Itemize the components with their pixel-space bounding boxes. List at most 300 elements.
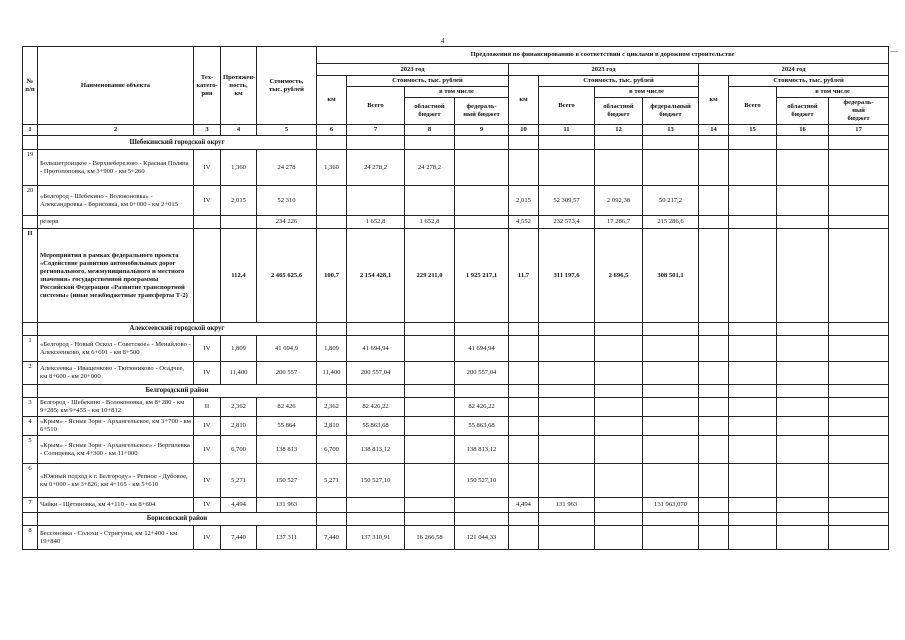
regional-2023b	[595, 336, 643, 362]
regional-2024	[777, 464, 829, 498]
regional-2023b	[595, 398, 643, 417]
header-incl-1: в том числе	[405, 87, 509, 98]
section-blank	[777, 385, 829, 398]
section-blank	[317, 136, 347, 150]
km-2024	[699, 229, 729, 323]
total-2023a: 24 278,2	[347, 150, 405, 186]
km-2023a	[317, 216, 347, 229]
table-row	[23, 150, 889, 186]
row-number: 5	[23, 436, 38, 464]
km-2024	[699, 417, 729, 436]
header-incl-3: в том числе	[777, 87, 889, 98]
total-2023b	[539, 398, 595, 417]
regional-2023b	[595, 498, 643, 513]
header-cost-3: Стоимость, тыс. рублей	[729, 76, 889, 87]
federal-2023b	[643, 436, 699, 464]
table-row	[23, 398, 889, 417]
federal-2023a	[455, 186, 509, 216]
header-federal-3: федераль- ный бюджет	[829, 98, 889, 125]
federal-2024	[829, 336, 889, 362]
section-blank	[455, 136, 509, 150]
section-blank	[777, 513, 829, 526]
km-2024	[699, 526, 729, 550]
km-2023a: 1,360	[317, 150, 347, 186]
object-name: резерв	[38, 216, 194, 229]
regional-2023b	[595, 362, 643, 385]
object-name: «Крым» - Ясные Зори - Архангельское, км 3+700 - км 6+510	[38, 417, 194, 436]
cost: 234 226	[257, 216, 317, 229]
federal-2024	[829, 398, 889, 417]
regional-2023b: 2 696,5	[595, 229, 643, 323]
section-blank	[509, 323, 539, 336]
section-row	[23, 513, 889, 526]
row-number: 1	[23, 336, 38, 362]
section-blank	[595, 513, 643, 526]
section-blank	[729, 513, 777, 526]
total-2024	[729, 398, 777, 417]
section-title: Борисовский район	[38, 513, 317, 526]
section-title: Шебекинский городской округ	[38, 136, 317, 150]
table-row	[23, 229, 889, 323]
km-2023b	[509, 362, 539, 385]
federal-2023a: 55 863,68	[455, 417, 509, 436]
federal-2023b: 215 286,6	[643, 216, 699, 229]
total-2024	[729, 417, 777, 436]
table-row	[23, 186, 889, 216]
column-number: 7	[347, 125, 405, 136]
km-2024	[699, 498, 729, 513]
total-2023b: 232 573,4	[539, 216, 595, 229]
regional-2024	[777, 398, 829, 417]
regional-2023b	[595, 436, 643, 464]
km-2024	[699, 398, 729, 417]
column-number-row	[23, 125, 889, 136]
total-2024	[729, 498, 777, 513]
header-incl-2: в том числе	[595, 87, 699, 98]
regional-2024	[777, 229, 829, 323]
km-2024	[699, 216, 729, 229]
regional-2023b: 2 092,38	[595, 186, 643, 216]
km-2023b	[509, 398, 539, 417]
column-number: 14	[699, 125, 729, 136]
column-number: 3	[194, 125, 221, 136]
total-2023a: 1 652,8	[347, 216, 405, 229]
federal-2024	[829, 417, 889, 436]
km-2023a: 2,810	[317, 417, 347, 436]
header-km-1: км	[317, 76, 347, 125]
section-blank	[699, 323, 729, 336]
length: 4,494	[221, 498, 257, 513]
total-2023a: 137 310,91	[347, 526, 405, 550]
header-year-3: 2024 год	[699, 64, 889, 76]
federal-2023a: 1 925 217,1	[455, 229, 509, 323]
cost: 131 963	[257, 498, 317, 513]
km-2023a: 5,271	[317, 464, 347, 498]
federal-2023b	[643, 362, 699, 385]
section-blank	[643, 513, 699, 526]
section-title: Белгородский район	[38, 385, 317, 398]
length: 1,809	[221, 336, 257, 362]
total-2023b	[539, 417, 595, 436]
section-blank	[23, 513, 38, 526]
category: IV	[194, 362, 221, 385]
federal-2023a: 150 527,10	[455, 464, 509, 498]
km-2024	[699, 362, 729, 385]
federal-2023b: 50 217,2	[643, 186, 699, 216]
regional-2024	[777, 216, 829, 229]
km-2023a	[317, 498, 347, 513]
km-2023b: 4,494	[509, 498, 539, 513]
section-blank	[23, 323, 38, 336]
regional-2023a	[405, 336, 455, 362]
total-2023b	[539, 526, 595, 550]
header-name: Наименование объекта	[38, 47, 194, 125]
section-blank	[455, 323, 509, 336]
km-2023b	[509, 417, 539, 436]
cost: 137 311	[257, 526, 317, 550]
regional-2023b: 17 286,7	[595, 216, 643, 229]
header-federal-2: федеральный бюджет	[643, 98, 699, 125]
header-year-1: 2023 год	[317, 64, 509, 76]
row-number	[23, 216, 38, 229]
km-2023b	[509, 150, 539, 186]
table-body	[23, 136, 889, 550]
category: II	[194, 398, 221, 417]
section-blank	[643, 385, 699, 398]
km-2023b	[509, 464, 539, 498]
column-number-row	[23, 125, 889, 136]
section-blank	[539, 136, 595, 150]
federal-2024	[829, 498, 889, 513]
row-number: 6	[23, 464, 38, 498]
row-number: 2	[23, 362, 38, 385]
object-name: Большетроицкое - Верхнеберезово - Красная Поляна - Протопоповка, км 3+900 - км 5+260	[38, 150, 194, 186]
section-blank	[729, 136, 777, 150]
cost: 138 813	[257, 436, 317, 464]
federal-2024	[829, 436, 889, 464]
category: IV	[194, 526, 221, 550]
federal-2024	[829, 526, 889, 550]
regional-2023a	[405, 498, 455, 513]
regional-2023b	[595, 526, 643, 550]
federal-2023a: 138 813,12	[455, 436, 509, 464]
regional-2024	[777, 186, 829, 216]
cost: 2 465 625,6	[257, 229, 317, 323]
category: IV	[194, 150, 221, 186]
regional-2024	[777, 336, 829, 362]
row-number: 7	[23, 498, 38, 513]
federal-2023b	[643, 526, 699, 550]
column-number: 17	[829, 125, 889, 136]
federal-2023a: 200 557,04	[455, 362, 509, 385]
section-blank	[455, 385, 509, 398]
federal-2023b	[643, 336, 699, 362]
total-2023a: 138 813,12	[347, 436, 405, 464]
section-blank	[347, 323, 405, 336]
km-2023a: 7,440	[317, 526, 347, 550]
section-blank	[347, 513, 405, 526]
regional-2023a	[405, 362, 455, 385]
regional-2023a	[405, 398, 455, 417]
category: IV	[194, 417, 221, 436]
section-blank	[539, 513, 595, 526]
row-number: II	[23, 229, 38, 323]
regional-2023b	[595, 150, 643, 186]
length: 5,271	[221, 464, 257, 498]
regional-2023a	[405, 464, 455, 498]
total-2023b	[539, 436, 595, 464]
section-blank	[509, 136, 539, 150]
table-row	[23, 498, 889, 513]
cost: 200 557	[257, 362, 317, 385]
total-2023b	[539, 336, 595, 362]
section-blank	[405, 513, 455, 526]
federal-2023a	[455, 498, 509, 513]
section-blank	[595, 323, 643, 336]
section-blank	[509, 385, 539, 398]
total-2024	[729, 186, 777, 216]
km-2024	[699, 436, 729, 464]
header-cost-1: Стоимость, тыс. рублей	[347, 76, 509, 87]
total-2023b: 52 309,57	[539, 186, 595, 216]
regional-2023b	[595, 464, 643, 498]
table-row	[23, 464, 889, 498]
section-blank	[405, 136, 455, 150]
section-blank	[317, 513, 347, 526]
header-financing: Предложения по финансированию в соответствии с циклами в дорожном строительстве	[317, 47, 889, 64]
length: 2,810	[221, 417, 257, 436]
regional-2024	[777, 436, 829, 464]
length: 2,362	[221, 398, 257, 417]
section-blank	[777, 323, 829, 336]
section-blank	[539, 323, 595, 336]
object-name: Чайки - Щетиновка, км 4+110 - км 8+604	[38, 498, 194, 513]
section-blank	[405, 385, 455, 398]
length: 6,700	[221, 436, 257, 464]
km-2023a: 2,362	[317, 398, 347, 417]
section-blank	[595, 385, 643, 398]
km-2023a	[317, 186, 347, 216]
total-2024	[729, 362, 777, 385]
cost: 24 278	[257, 150, 317, 186]
row-number: 3	[23, 398, 38, 417]
section-blank	[829, 323, 889, 336]
km-2023b: 2,015	[509, 186, 539, 216]
total-2024	[729, 436, 777, 464]
regional-2023a: 1 652,8	[405, 216, 455, 229]
section-blank	[405, 323, 455, 336]
federal-2023b	[643, 464, 699, 498]
km-2023b: 4,552	[509, 216, 539, 229]
section-blank	[829, 513, 889, 526]
object-name: Алексеевка - Иващенково - Тютюниково - Осадчее, км 8+600 - км 20+000	[38, 362, 194, 385]
km-2023a: 1,809	[317, 336, 347, 362]
length: 7,440	[221, 526, 257, 550]
length: 1,360	[221, 150, 257, 186]
total-2024	[729, 150, 777, 186]
header-cost-2: Стоимость, тыс. рублей	[539, 76, 699, 87]
cost: 150 527	[257, 464, 317, 498]
federal-2024	[829, 229, 889, 323]
column-number: 13	[643, 125, 699, 136]
section-blank	[643, 323, 699, 336]
regional-2023a	[405, 436, 455, 464]
header-regional-2: областной бюджет	[595, 98, 643, 125]
section-blank	[829, 385, 889, 398]
total-2023b: 311 197,6	[539, 229, 595, 323]
total-2024	[729, 526, 777, 550]
header-length: Протяжен- ность, км	[221, 47, 257, 125]
header-regional-3: областной бюджет	[777, 98, 829, 125]
row-number: 19	[23, 150, 38, 186]
section-blank	[317, 323, 347, 336]
total-2023a: 55 863,68	[347, 417, 405, 436]
regional-2023a: 24 278,2	[405, 150, 455, 186]
length: 11,400	[221, 362, 257, 385]
km-2023b	[509, 336, 539, 362]
category	[194, 229, 221, 323]
cost: 41 694,9	[257, 336, 317, 362]
km-2024	[699, 464, 729, 498]
federal-2024	[829, 362, 889, 385]
regional-2024	[777, 150, 829, 186]
km-2024	[699, 336, 729, 362]
column-number: 8	[405, 125, 455, 136]
km-2024	[699, 186, 729, 216]
federal-2023b: 308 501,1	[643, 229, 699, 323]
header-year-2: 2023 год	[509, 64, 699, 76]
table-row	[23, 436, 889, 464]
regional-2023b	[595, 417, 643, 436]
total-2024	[729, 216, 777, 229]
length	[221, 216, 257, 229]
table-row	[23, 526, 889, 550]
federal-2024	[829, 216, 889, 229]
column-number: 4	[221, 125, 257, 136]
section-blank	[643, 136, 699, 150]
column-number: 11	[539, 125, 595, 136]
row-number: 20	[23, 186, 38, 216]
category	[194, 216, 221, 229]
section-row	[23, 385, 889, 398]
object-name: Белгород - Шебекино - Волоконовка, км 8+280 - км 9+285; км 9+455 - км 10+812	[38, 398, 194, 417]
object-name: «Белгород - Новый Оскол - Советское» - Менайлово - Алексеенково, км 6+691 - км 8+500	[38, 336, 194, 362]
column-number: 1	[23, 125, 38, 136]
header-total-2: Всего	[539, 87, 595, 125]
column-number: 9	[455, 125, 509, 136]
total-2023a	[347, 498, 405, 513]
header-km-2: км	[509, 76, 539, 125]
federal-2023a: 41 694,94	[455, 336, 509, 362]
total-2023a: 200 557,04	[347, 362, 405, 385]
total-2023b	[539, 464, 595, 498]
table-row	[23, 336, 889, 362]
federal-2024	[829, 464, 889, 498]
section-blank	[23, 136, 38, 150]
regional-2023a	[405, 186, 455, 216]
section-blank	[539, 385, 595, 398]
km-2023b	[509, 436, 539, 464]
length: 2,015	[221, 186, 257, 216]
object-name: «Крым» - Ясные Зори - Архангельское» - Вергилевка - Солнцевка, км 4+300 - км 11+000	[38, 436, 194, 464]
federal-2024	[829, 150, 889, 186]
category: IV	[194, 186, 221, 216]
category: IV	[194, 464, 221, 498]
federal-2023b	[643, 398, 699, 417]
km-2023b	[509, 526, 539, 550]
total-2024	[729, 464, 777, 498]
column-number: 6	[317, 125, 347, 136]
section-blank	[699, 513, 729, 526]
object-name: «Южный подход к г. Белгороду» - Репное - Дубовое, км 0+000 - км 3+826; км 4+165 - км 5+610	[38, 464, 194, 498]
federal-2023a	[455, 150, 509, 186]
header-cost: Стоимость, тыс. рублей	[257, 47, 317, 125]
section-blank	[509, 513, 539, 526]
section-blank	[347, 385, 405, 398]
margin-dash: —	[890, 46, 898, 55]
total-2024	[729, 229, 777, 323]
federal-2023a: 82 426,22	[455, 398, 509, 417]
section-blank	[729, 323, 777, 336]
total-2023b	[539, 150, 595, 186]
km-2024	[699, 150, 729, 186]
section-blank	[455, 513, 509, 526]
km-2023a: 6,700	[317, 436, 347, 464]
object-name: Мероприятия в рамках федерального проекта «Содействие развитию автомобильных дорог регионального, межмуниципального и местного значения» государственной программы Российской Федерации «Развитие транспортной системы» (иные межбюджетные трансферты Т-2)	[38, 229, 194, 323]
header-km-3: км	[699, 76, 729, 125]
column-number: 2	[38, 125, 194, 136]
cost: 55 864	[257, 417, 317, 436]
federal-2023a: 121 044,33	[455, 526, 509, 550]
table-row	[23, 216, 889, 229]
section-blank	[595, 136, 643, 150]
cost: 52 310	[257, 186, 317, 216]
object-name: Бессоновка - Солохи - Стригуны, км 12+400 - км 19+840	[38, 526, 194, 550]
regional-2023a: 16 266,58	[405, 526, 455, 550]
total-2023b: 131 963	[539, 498, 595, 513]
category: IV	[194, 498, 221, 513]
section-blank	[23, 385, 38, 398]
section-blank	[777, 136, 829, 150]
regional-2024	[777, 498, 829, 513]
section-blank	[347, 136, 405, 150]
regional-2024	[777, 417, 829, 436]
km-2023a: 100,7	[317, 229, 347, 323]
column-number: 15	[729, 125, 777, 136]
row-number: 4	[23, 417, 38, 436]
table-row	[23, 417, 889, 436]
regional-2023a: 229 211,0	[405, 229, 455, 323]
column-number: 10	[509, 125, 539, 136]
km-2023b: 11,7	[509, 229, 539, 323]
regional-2023a	[405, 417, 455, 436]
header-total-1: Всего	[347, 87, 405, 125]
federal-2023a	[455, 216, 509, 229]
page-number: 4	[441, 37, 445, 45]
federal-2023b	[643, 150, 699, 186]
column-number: 5	[257, 125, 317, 136]
cost: 82 426	[257, 398, 317, 417]
federal-2023b	[643, 417, 699, 436]
regional-2024	[777, 526, 829, 550]
section-blank	[699, 385, 729, 398]
object-name: «Белгород - Шебекино - Волоконовка» - Александровка - Борисовка, км 0+000 - км 2+015	[38, 186, 194, 216]
length: 112,4	[221, 229, 257, 323]
federal-2024	[829, 186, 889, 216]
financing-table	[22, 46, 889, 550]
federal-2023b: 131 963,070	[643, 498, 699, 513]
section-row	[23, 323, 889, 336]
